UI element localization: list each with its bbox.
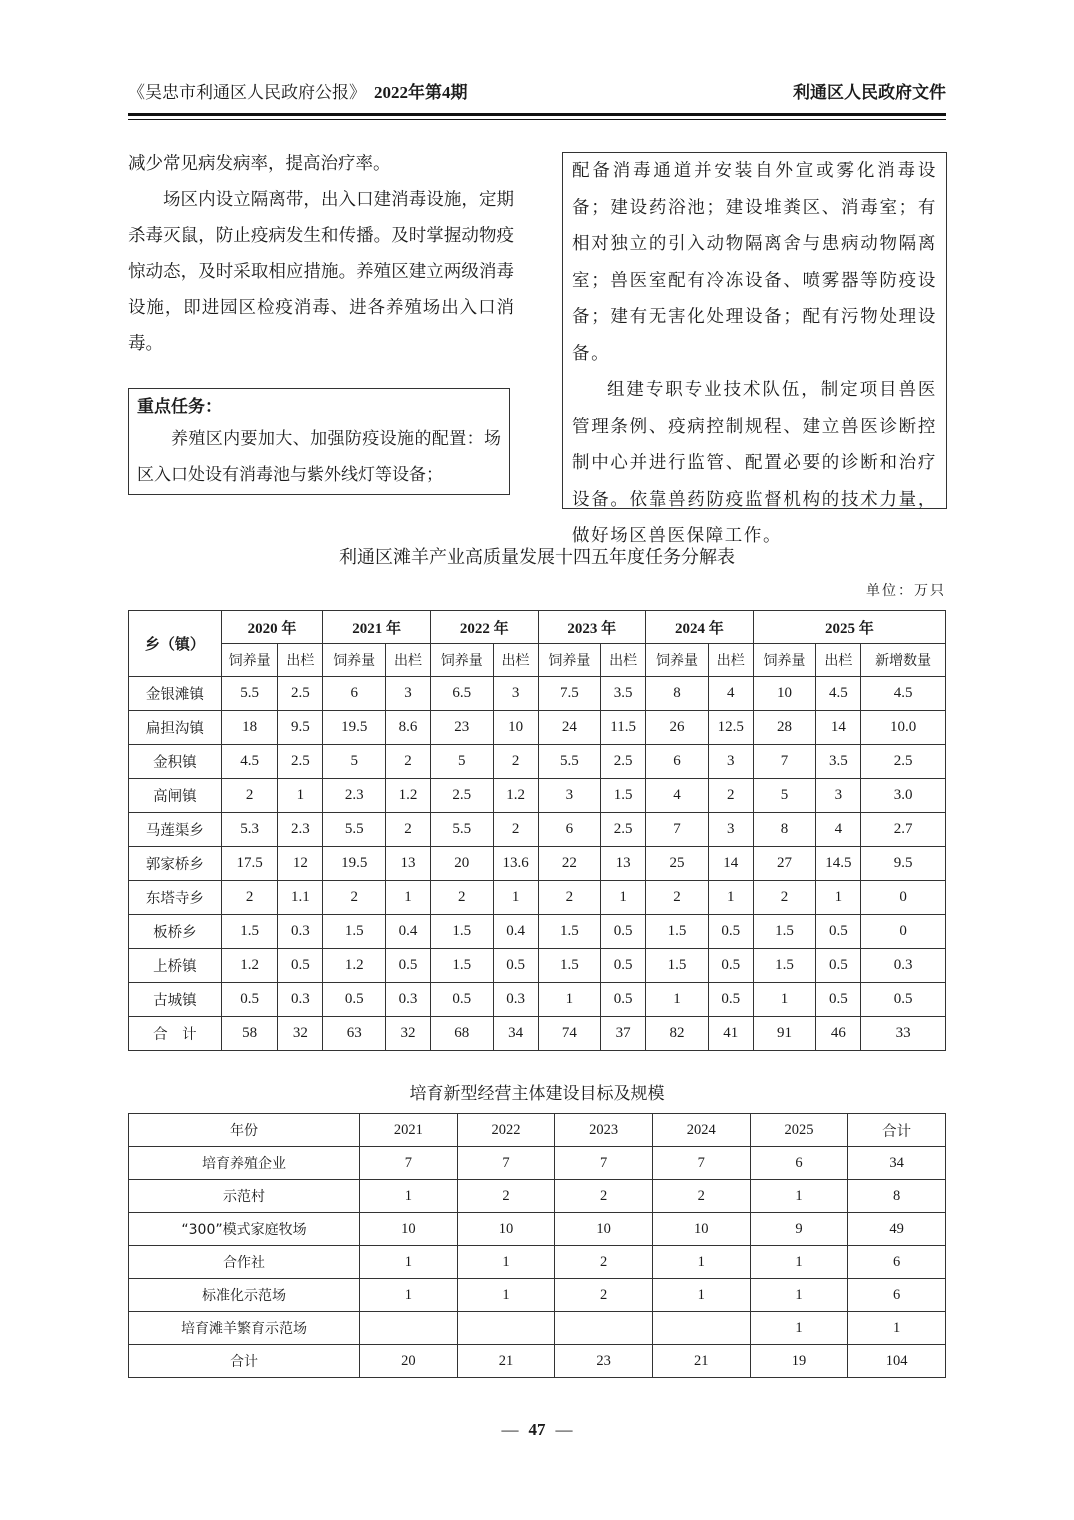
paragraph: 场区内设立隔离带，出入口建消毒设施，定期杀毒灭鼠，防止疫病发生和传播。及时掌握动物疫惊动态，及时采取相应措施。养殖区建立两级消毒设施，即进园区检疫消毒、进各养殖场出入口消毒。 <box>128 190 514 354</box>
row-label: 培育养殖企业 <box>129 1147 360 1180</box>
table-cell: 2 <box>555 1279 653 1312</box>
table-cell: 2 <box>430 881 493 915</box>
column-header: 出栏 <box>816 644 861 677</box>
table-cell: 2 <box>457 1180 555 1213</box>
table-cell: 2 <box>708 779 753 813</box>
town-name: 板桥乡 <box>129 915 222 949</box>
table-row <box>129 813 946 847</box>
table-cell: 2 <box>538 881 601 915</box>
table-cell: 0.5 <box>278 949 323 983</box>
publication-title <box>128 78 468 103</box>
table-cell: 4.5 <box>816 677 861 711</box>
dash-right: — <box>555 1420 573 1439</box>
paragraph: 组建专职专业技术队伍，制定项目兽医管理条例、疫病控制规程、建立兽医诊断控制中心并进行监管、配置必要的诊断和治疗设备。依靠兽药防疫监督机构的技术力量，做好场区兽医保障工作。 <box>572 380 937 546</box>
table-header-row <box>129 611 946 644</box>
table-cell: 18 <box>221 711 278 745</box>
table-cell: 0 <box>861 881 946 915</box>
business-entity-table <box>128 1113 946 1378</box>
paragraph: 配备消毒通道并安装自外宣或雾化消毒设备；建设药浴池；建设堆粪区、消毒室；有相对独立的引入动物隔离舍与患病动物隔离室；兽医室配有冷冻设备、喷雾器等防疫设备；建有无害化处理设备；配有污物处理设备。 <box>572 161 937 364</box>
table-cell: 10 <box>555 1213 653 1246</box>
table-cell: 1.2 <box>493 779 538 813</box>
table-cell: 7 <box>360 1147 458 1180</box>
table-cell: 0.3 <box>493 983 538 1017</box>
table-cell: 2 <box>493 813 538 847</box>
table-cell: 3.0 <box>861 779 946 813</box>
table-cell: 1.1 <box>278 881 323 915</box>
table-cell: 1 <box>360 1180 458 1213</box>
table-cell <box>555 1312 653 1345</box>
table-cell: 1.5 <box>430 915 493 949</box>
table-cell: 10.0 <box>861 711 946 745</box>
town-name: 高闸镇 <box>129 779 222 813</box>
table-cell: 4 <box>816 813 861 847</box>
table-cell: 17.5 <box>221 847 278 881</box>
table-cell: 0.5 <box>601 983 646 1017</box>
table-cell: 3 <box>386 677 431 711</box>
table-cell: 104 <box>848 1345 946 1378</box>
town-name: 金积镇 <box>129 745 222 779</box>
year-header: 2025 年 <box>753 611 945 644</box>
table-cell: 58 <box>221 1017 278 1051</box>
table-cell: 1 <box>652 1279 750 1312</box>
table-row <box>129 847 946 881</box>
column-header: 饲养量 <box>538 644 601 677</box>
key-task-text: 养殖区内要加大、加强防疫设施的配置：场区入口处设有消毒池与紫外线灯等设备； <box>137 429 501 485</box>
table-cell: 21 <box>457 1345 555 1378</box>
table-row <box>129 1147 946 1180</box>
paragraph: 减少常见病发病率，提高治疗率。 <box>128 154 391 174</box>
table-cell: 1 <box>601 881 646 915</box>
table-cell: 2 <box>555 1180 653 1213</box>
table-cell: 4 <box>708 677 753 711</box>
table-cell: 5 <box>323 745 386 779</box>
column-header: 出栏 <box>386 644 431 677</box>
table1-unit: 单位：万只 <box>866 583 946 599</box>
table-cell: 10 <box>493 711 538 745</box>
table-cell: 1.5 <box>646 915 709 949</box>
table-cell: 1.5 <box>753 949 816 983</box>
table-cell: 1 <box>538 983 601 1017</box>
table-cell: 0.3 <box>386 983 431 1017</box>
table-cell: 3.5 <box>601 677 646 711</box>
table-cell: 19 <box>750 1345 848 1378</box>
table-cell: 11.5 <box>601 711 646 745</box>
table-cell: 1 <box>750 1312 848 1345</box>
table-cell: 1 <box>750 1246 848 1279</box>
table-cell: 0 <box>861 915 946 949</box>
issue-number: 2022年第4期 <box>374 83 468 102</box>
section-title: 利通区人民政府文件 <box>793 83 946 103</box>
table-cell: 2 <box>646 881 709 915</box>
table-cell: 2 <box>652 1180 750 1213</box>
table-cell: 6 <box>646 745 709 779</box>
table-cell: 0.3 <box>861 949 946 983</box>
table-cell: 10 <box>652 1213 750 1246</box>
table-cell: 2 <box>555 1246 653 1279</box>
table-cell: 4.5 <box>861 677 946 711</box>
table-cell: 1 <box>646 983 709 1017</box>
table-cell: 8 <box>848 1180 946 1213</box>
table-cell: 1 <box>708 881 753 915</box>
publication-name: 《吴忠市利通区人民政府公报》 <box>128 83 366 103</box>
table-cell: 2.3 <box>323 779 386 813</box>
year-header: 2024 年 <box>646 611 754 644</box>
column-header: 新增数量 <box>861 644 946 677</box>
table-cell: 1 <box>360 1246 458 1279</box>
table-cell: 34 <box>493 1017 538 1051</box>
table-cell: 2.7 <box>861 813 946 847</box>
column-header: 2022 <box>457 1114 555 1147</box>
table-cell: 2.5 <box>601 745 646 779</box>
header-rule-thin <box>128 119 946 120</box>
table-cell: 1.5 <box>646 949 709 983</box>
column-header: 出栏 <box>278 644 323 677</box>
table-cell: 0.5 <box>708 949 753 983</box>
table-cell: 1.2 <box>386 779 431 813</box>
table-cell: 12 <box>278 847 323 881</box>
table-row <box>129 677 946 711</box>
table-cell: 23 <box>430 711 493 745</box>
table-cell: 26 <box>646 711 709 745</box>
year-header: 2023 年 <box>538 611 646 644</box>
table-cell: 22 <box>538 847 601 881</box>
table-cell: 0.5 <box>493 949 538 983</box>
table-row <box>129 779 946 813</box>
row-label: 标准化示范场 <box>129 1279 360 1312</box>
table-cell: 2.5 <box>430 779 493 813</box>
table-row <box>129 915 946 949</box>
table-cell: 3 <box>708 745 753 779</box>
table-cell: 1.5 <box>538 915 601 949</box>
table-cell: 7.5 <box>538 677 601 711</box>
table-cell: 23 <box>555 1345 653 1378</box>
table-cell: 2.5 <box>601 813 646 847</box>
table-cell: 1.5 <box>538 949 601 983</box>
table-cell: 7 <box>652 1147 750 1180</box>
table-cell: 13.6 <box>493 847 538 881</box>
table-cell: 4.5 <box>221 745 278 779</box>
table-cell: 2 <box>493 745 538 779</box>
page-header <box>128 78 946 104</box>
table-row <box>129 983 946 1017</box>
table-cell: 7 <box>646 813 709 847</box>
table-cell: 2.3 <box>278 813 323 847</box>
table-cell: 1 <box>652 1246 750 1279</box>
table-cell: 0.5 <box>601 949 646 983</box>
table-cell: 74 <box>538 1017 601 1051</box>
table-cell: 7 <box>457 1147 555 1180</box>
table-cell: 2 <box>386 813 431 847</box>
table-cell: 13 <box>386 847 431 881</box>
table-cell: 1 <box>848 1312 946 1345</box>
table-cell <box>652 1312 750 1345</box>
table-cell: 2.5 <box>278 677 323 711</box>
table2-title: 培育新型经营主体建设目标及规模 <box>409 1084 665 1104</box>
table-cell: 3 <box>708 813 753 847</box>
town-name: 合 计 <box>129 1017 222 1051</box>
table-cell: 12.5 <box>708 711 753 745</box>
table-cell: 9.5 <box>861 847 946 881</box>
table-cell: 14.5 <box>816 847 861 881</box>
table-row <box>129 745 946 779</box>
table-cell: 1.2 <box>221 949 278 983</box>
table-cell: 1.5 <box>430 949 493 983</box>
town-name: 古城镇 <box>129 983 222 1017</box>
town-name: 郭家桥乡 <box>129 847 222 881</box>
column-header: 2025 <box>750 1114 848 1147</box>
table-cell <box>457 1312 555 1345</box>
table-cell: 8 <box>646 677 709 711</box>
column-header: 年份 <box>129 1114 360 1147</box>
table-cell: 6 <box>750 1147 848 1180</box>
table-cell: 1 <box>457 1246 555 1279</box>
table-cell: 3 <box>816 779 861 813</box>
row-label: 合作社 <box>129 1246 360 1279</box>
table-cell: 20 <box>360 1345 458 1378</box>
town-name: 金银滩镇 <box>129 677 222 711</box>
header-rule-thick <box>128 113 946 116</box>
table-cell: 0.4 <box>493 915 538 949</box>
table-cell: 5.5 <box>538 745 601 779</box>
table-cell: 20 <box>430 847 493 881</box>
column-header: 饲养量 <box>646 644 709 677</box>
table-cell: 63 <box>323 1017 386 1051</box>
table-cell: 32 <box>386 1017 431 1051</box>
table-cell: 34 <box>848 1147 946 1180</box>
table-cell: 5 <box>753 779 816 813</box>
table-cell: 32 <box>278 1017 323 1051</box>
table-cell: 4 <box>646 779 709 813</box>
table-cell: 7 <box>555 1147 653 1180</box>
table1-title: 利通区滩羊产业高质量发展十四五年度任务分解表 <box>339 547 735 568</box>
table-cell: 19.5 <box>323 847 386 881</box>
key-task-title: 重点任务： <box>137 397 222 417</box>
table-cell: 1 <box>386 881 431 915</box>
table-cell: 3 <box>538 779 601 813</box>
table-cell: 3.5 <box>816 745 861 779</box>
table-cell: 10 <box>753 677 816 711</box>
table-cell: 28 <box>753 711 816 745</box>
key-task-box <box>128 388 510 495</box>
page-number <box>0 1420 1074 1440</box>
row-label: 培育滩羊繁育示范场 <box>129 1312 360 1345</box>
table-cell: 0.5 <box>601 915 646 949</box>
town-name: 东塔寺乡 <box>129 881 222 915</box>
row-label: 合计 <box>129 1345 360 1378</box>
column-header: 饲养量 <box>753 644 816 677</box>
table-cell: 33 <box>861 1017 946 1051</box>
table-cell: 68 <box>430 1017 493 1051</box>
column-header: 2021 <box>360 1114 458 1147</box>
table-cell: 1 <box>816 881 861 915</box>
table-cell: 1 <box>278 779 323 813</box>
table-cell: 2.5 <box>278 745 323 779</box>
task-breakdown-table <box>128 610 946 1051</box>
table-cell: 9 <box>750 1213 848 1246</box>
table-cell: 6 <box>848 1246 946 1279</box>
table-cell: 0.5 <box>323 983 386 1017</box>
left-column <box>128 146 514 362</box>
table-cell: 1 <box>457 1279 555 1312</box>
table-cell: 2 <box>221 881 278 915</box>
table-cell: 1.2 <box>323 949 386 983</box>
column-header: 出栏 <box>601 644 646 677</box>
row-label: 示范村 <box>129 1180 360 1213</box>
table-cell: 25 <box>646 847 709 881</box>
table-cell: 1 <box>750 1279 848 1312</box>
page-number-value: 47 <box>528 1420 546 1439</box>
table-cell: 2 <box>323 881 386 915</box>
table-header-row <box>129 1114 946 1147</box>
table-cell: 0.5 <box>708 983 753 1017</box>
table-cell: 6 <box>323 677 386 711</box>
table-cell <box>360 1312 458 1345</box>
table-cell: 3 <box>493 677 538 711</box>
table-cell: 24 <box>538 711 601 745</box>
table-cell: 2.5 <box>861 745 946 779</box>
table-cell: 5.5 <box>221 677 278 711</box>
table-cell: 5 <box>430 745 493 779</box>
table-cell: 0.5 <box>816 949 861 983</box>
table-row <box>129 1246 946 1279</box>
table-cell: 6.5 <box>430 677 493 711</box>
table-cell: 7 <box>753 745 816 779</box>
table-cell: 27 <box>753 847 816 881</box>
column-header: 饲养量 <box>221 644 278 677</box>
table-cell: 0.5 <box>816 983 861 1017</box>
table-cell: 6 <box>848 1279 946 1312</box>
table-cell: 5.5 <box>323 813 386 847</box>
town-name: 扁担沟镇 <box>129 711 222 745</box>
column-header: 饲养量 <box>323 644 386 677</box>
table-cell: 14 <box>816 711 861 745</box>
table-cell: 0.4 <box>386 915 431 949</box>
table-cell: 19.5 <box>323 711 386 745</box>
year-header: 2020 年 <box>221 611 323 644</box>
table-row <box>129 1279 946 1312</box>
table-cell: 0.3 <box>278 915 323 949</box>
table-cell: 2 <box>221 779 278 813</box>
year-header: 2021 年 <box>323 611 431 644</box>
right-column-box <box>562 152 947 546</box>
column-header: 出栏 <box>708 644 753 677</box>
table-cell: 14 <box>708 847 753 881</box>
table-cell: 1.5 <box>601 779 646 813</box>
column-header: 2023 <box>555 1114 653 1147</box>
table-cell: 82 <box>646 1017 709 1051</box>
town-name: 马莲渠乡 <box>129 813 222 847</box>
table-cell: 46 <box>816 1017 861 1051</box>
table-cell: 1 <box>360 1279 458 1312</box>
table-cell: 0.5 <box>430 983 493 1017</box>
table-cell: 21 <box>652 1345 750 1378</box>
table-cell: 0.5 <box>816 915 861 949</box>
table-cell: 0.5 <box>386 949 431 983</box>
table-cell: 37 <box>601 1017 646 1051</box>
table-cell: 6 <box>538 813 601 847</box>
row-label: “300”模式家庭牧场 <box>129 1213 360 1246</box>
town-header: 乡（镇） <box>129 611 222 677</box>
table-cell: 0.5 <box>861 983 946 1017</box>
table-cell: 0.5 <box>708 915 753 949</box>
table-row <box>129 881 946 915</box>
table-row <box>129 1213 946 1246</box>
year-header: 2022 年 <box>430 611 538 644</box>
table-cell: 9.5 <box>278 711 323 745</box>
table-cell: 8 <box>753 813 816 847</box>
table-row <box>129 949 946 983</box>
table-cell: 41 <box>708 1017 753 1051</box>
table-cell: 0.3 <box>278 983 323 1017</box>
table-cell: 1 <box>750 1180 848 1213</box>
table-cell: 49 <box>848 1213 946 1246</box>
table-cell: 1.5 <box>323 915 386 949</box>
table-cell: 5.3 <box>221 813 278 847</box>
table-cell: 10 <box>457 1213 555 1246</box>
column-header: 出栏 <box>493 644 538 677</box>
table-row <box>129 1017 946 1051</box>
table-cell: 2 <box>386 745 431 779</box>
column-header: 饲养量 <box>430 644 493 677</box>
table-row <box>129 1180 946 1213</box>
table-cell: 2 <box>753 881 816 915</box>
town-name: 上桥镇 <box>129 949 222 983</box>
table-cell: 8.6 <box>386 711 431 745</box>
table-cell: 13 <box>601 847 646 881</box>
table-cell: 1.5 <box>221 915 278 949</box>
table-cell: 1.5 <box>753 915 816 949</box>
table-cell: 5.5 <box>430 813 493 847</box>
table-cell: 91 <box>753 1017 816 1051</box>
table-cell: 0.5 <box>221 983 278 1017</box>
column-header: 2024 <box>652 1114 750 1147</box>
table-cell: 1 <box>753 983 816 1017</box>
dash-left: — <box>501 1420 519 1439</box>
column-header: 合计 <box>848 1114 946 1147</box>
table-row <box>129 1312 946 1345</box>
table-subheader-row <box>129 644 946 677</box>
table-row <box>129 1345 946 1378</box>
table-row <box>129 711 946 745</box>
table-cell: 10 <box>360 1213 458 1246</box>
table-cell: 1 <box>493 881 538 915</box>
